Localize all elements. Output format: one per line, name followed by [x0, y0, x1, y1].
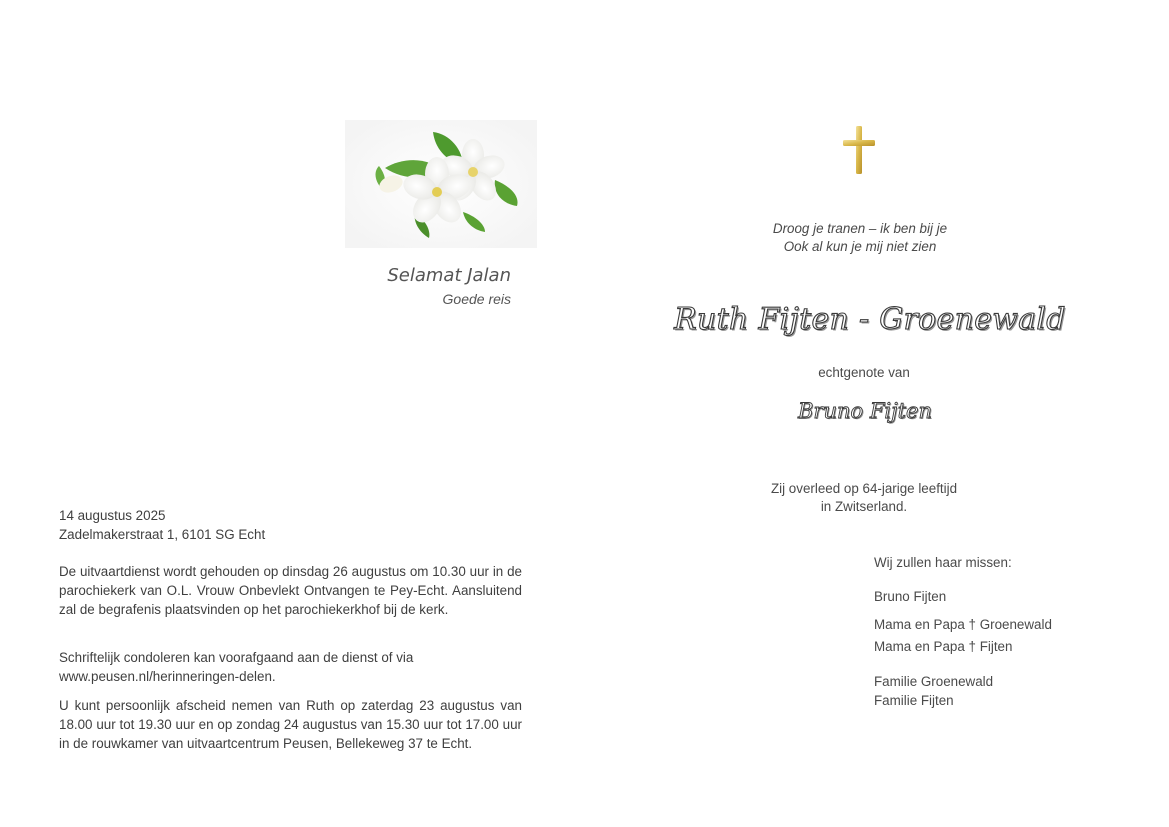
condolence-text: Schriftelijk condoleren kan voorafgaand aan de dienst of via [59, 650, 414, 665]
miss-heading: Wij zullen haar missen: [874, 555, 1012, 570]
funeral-date: 14 augustus 2025 [59, 508, 166, 523]
death-line-2: in Zwitserland. [820, 499, 908, 514]
funeral-address: Zadelmakerstraat 1, 6101 SG Echt [59, 527, 266, 542]
mourner-item: Familie Groenewald [874, 674, 994, 689]
condolence-link[interactable]: www.peusen.nl/herinneringen-delen. [59, 669, 276, 684]
title-selamat-jalan: Selamat Jalan [387, 265, 511, 286]
farewell-paragraph: U kunt persoonlijk afscheid nemen van Ruth op zaterdag 23 augustus van 18.00 uur tot 19.30 uur en op zondag 24 augustus van 15.30 uur tot 17.00 uur in de rouwkamer van uitvaartcentrum Peusen, Bellekeweg 37 te Echt. [59, 698, 522, 751]
death-notice [700, 480, 1028, 516]
poem [700, 220, 1020, 256]
mourner-item: Familie Fijten [874, 693, 954, 708]
death-line-1: Zij overleed op 64-jarige leeftijd [770, 481, 958, 496]
mourner-item: Mama en Papa † Groenewald [874, 617, 1052, 632]
deceased-name: Ruth Fijten - Groenewald [674, 302, 1066, 337]
poem-line-1: Droog je tranen – ik ben bij je [772, 221, 948, 236]
mourner-item: Mama en Papa † Fijten [874, 639, 1013, 654]
spouse-label: echtgenote van [818, 365, 910, 380]
date-address-block [59, 506, 522, 544]
condolence-paragraph [59, 648, 522, 686]
jasmine-flower-image [345, 120, 537, 248]
poem-line-2: Ook al kun je mij niet zien [783, 239, 937, 254]
service-paragraph: De uitvaartdienst wordt gehouden op dinsdag 26 augustus om 10.30 uur in de parochiekerk van O.L. Vrouw Onbevlekt Ontvangen te Pey-Echt. Aansluitend zal de begrafenis plaatsvinden op het parochiekerkhof bij de kerk. [59, 564, 522, 617]
gold-cross-icon [840, 124, 878, 176]
spouse-name: Bruno Fijten [797, 399, 933, 423]
mourner-item: Bruno Fijten [874, 589, 947, 604]
subtitle-goede-reis: Goede reis [442, 291, 511, 307]
